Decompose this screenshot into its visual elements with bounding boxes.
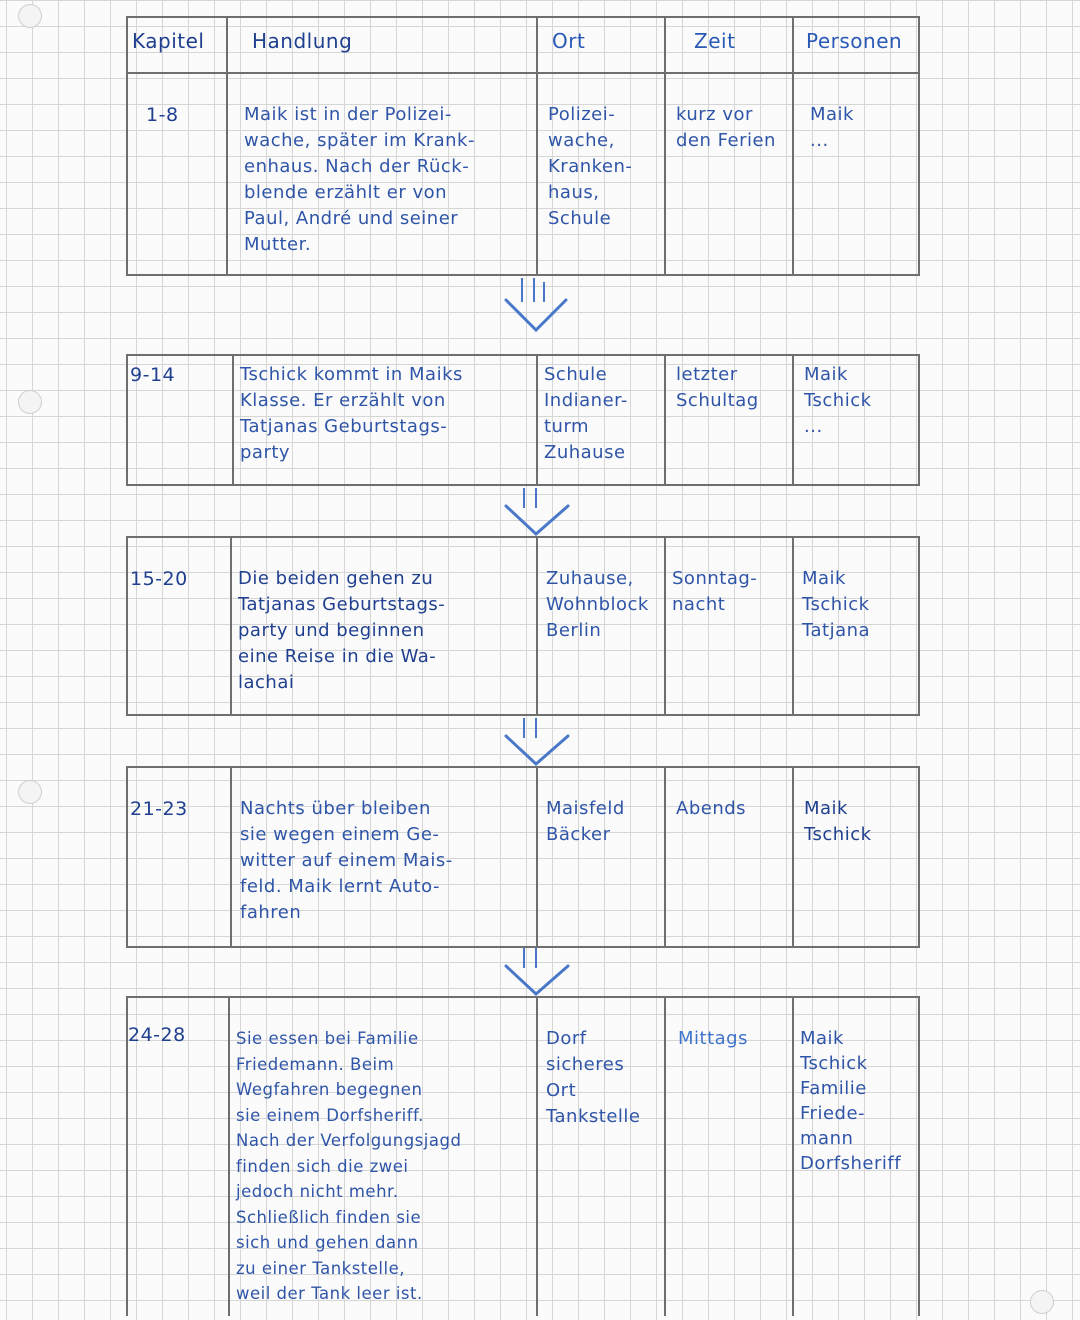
row-handlung: Sie essen bei Familie Friedemann. Beim Wegfahren begegnen sie einem Dorfsheriff. Nach der Verfolgungsjagd finden sich die zwei jedoch nicht mehr. Schließlich finden sie sich und gehen dann zu einer Tankstelle, weil der Tank leer ist. [236, 1029, 462, 1303]
row-kapitel: 21-23 [130, 798, 188, 820]
column-divider [918, 536, 920, 714]
column-divider [792, 536, 794, 714]
table-border [126, 16, 920, 18]
column-divider [664, 16, 666, 274]
column-divider [792, 16, 794, 274]
column-divider [792, 766, 794, 946]
header-ort: Ort [552, 29, 586, 53]
table-border [126, 72, 920, 74]
row-zeit: Sonntag- nacht [672, 568, 758, 615]
column-divider [664, 354, 666, 484]
row-personen: Maik Tschick [804, 798, 872, 845]
row-personen: Maik Tschick ... [804, 364, 872, 437]
column-divider [664, 766, 666, 946]
row-zeit: Abends [676, 798, 747, 819]
column-divider [536, 996, 538, 1316]
row-handlung: Maik ist in der Polizei- wache, später im Krank- enhaus. Nach der Rück- blende erzählt er von Paul, André und seiner Mutter. [244, 104, 475, 255]
down-arrow-icon [500, 276, 580, 334]
row-ort: Schule Indianer- turm Zuhause [544, 364, 628, 463]
row-kapitel: 24-28 [128, 1024, 186, 1046]
column-divider [536, 766, 538, 946]
column-divider [536, 16, 538, 274]
row-ort: Zuhause, Wohnblock Berlin [546, 568, 649, 641]
column-divider [232, 354, 234, 484]
row-personen: Maik ... [810, 104, 854, 151]
header-kapitel: Kapitel [132, 29, 205, 53]
column-divider [536, 354, 538, 484]
row-handlung: Nachts über bleiben sie wegen einem Ge- witter auf einem Mais- feld. Maik lernt Auto- fahren [240, 798, 453, 923]
column-divider [228, 996, 230, 1316]
header-handlung: Handlung [252, 29, 353, 53]
row-ort: Maisfeld Bäcker [546, 798, 625, 845]
row-divider [126, 354, 920, 356]
column-divider [230, 536, 232, 714]
column-divider [226, 16, 228, 274]
column-divider [126, 354, 128, 484]
row-ort: Polizei- wache, Kranken- haus, Schule [548, 104, 633, 229]
row-personen: Maik Tschick Familie Friede- mann Dorfsheriff [800, 1028, 902, 1174]
column-divider [918, 996, 920, 1316]
column-divider [792, 996, 794, 1316]
column-divider [126, 536, 128, 714]
row-zeit: kurz vor den Ferien [676, 104, 776, 151]
column-divider [126, 766, 128, 946]
row-kapitel: 1-8 [146, 104, 179, 126]
row-zeit: letzter Schultag [676, 364, 759, 411]
row-kapitel: 9-14 [130, 364, 176, 386]
down-arrow-icon [500, 946, 580, 998]
row-personen: Maik Tschick Tatjana [802, 568, 871, 641]
down-arrow-icon [500, 716, 580, 768]
column-divider [918, 16, 920, 274]
column-divider [664, 996, 666, 1316]
row-kapitel: 15-20 [130, 568, 188, 590]
row-handlung: Die beiden gehen zu Tatjanas Geburtstags- party und beginnen eine Reise in die Wa- lachai [238, 568, 446, 693]
row-ort: Dorf sicheres Ort Tankstelle [546, 1028, 641, 1127]
column-divider [230, 766, 232, 946]
row-zeit: Mittags [678, 1028, 748, 1049]
column-divider [792, 354, 794, 484]
column-divider [126, 16, 128, 274]
row-handlung: Tschick kommt in Maiks Klasse. Er erzählt von Tatjanas Geburtstags- party [240, 364, 463, 463]
column-divider [664, 536, 666, 714]
column-divider [918, 354, 920, 484]
down-arrow-icon [500, 486, 580, 538]
header-personen: Personen [806, 29, 903, 53]
column-divider [918, 766, 920, 946]
column-divider [536, 536, 538, 714]
header-zeit: Zeit [694, 29, 736, 53]
